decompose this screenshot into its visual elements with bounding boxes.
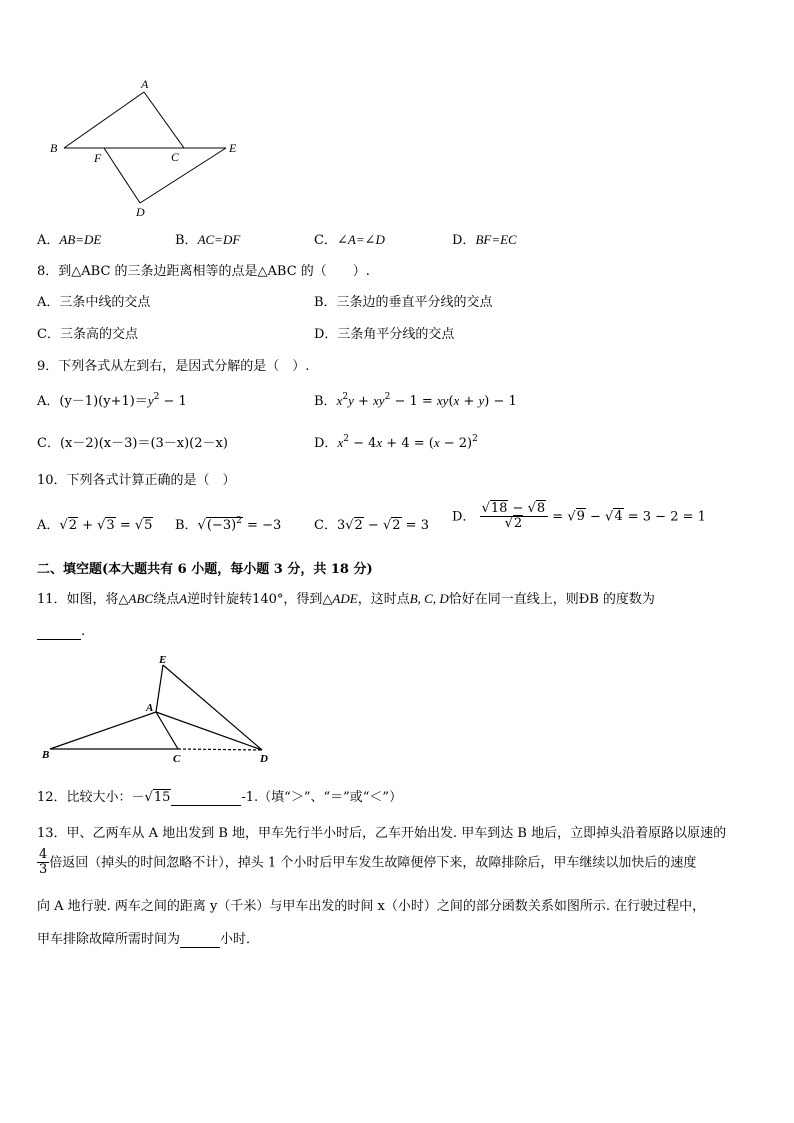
q10-option-c: C．3√2 − √2 = 3 <box>314 518 429 533</box>
q9-option-a: A．$(y-1)(y+1)=y^2 - 1$ <box>37 392 187 409</box>
point-label-e: E <box>229 141 237 155</box>
q7-option-d: D．BF=EC <box>452 232 517 248</box>
q11-stem: 11．如图，将△ABC绕点A逆时针旋转140°，得到△ADE，这时点B, C, D恰好在同一直线上，则ÐB 的度数为 <box>37 591 655 607</box>
point-label-a: A <box>141 77 149 91</box>
q9-option-b: B．$x^2y + xy^2 - 1 = xy(x + y) - 1$ <box>314 392 517 409</box>
q10-option-b: B．$√(-3)^2 = -3$ <box>175 516 282 533</box>
q13-line-3: 向 A 地行驶. 两车之间的距离 y（千米）与甲车出发的时间 x（小时）之间的部分函数关系如图所示. 在行驶过程中， <box>37 899 706 914</box>
q8-option-c: C．三条高的交点 <box>37 327 138 342</box>
section-heading-fill-in: 二、填空题(本大题共有 6 小题，每小题 3 分，共 18 分) <box>37 562 373 577</box>
q7-option-b: B．AC=DF <box>175 232 241 248</box>
q13-line-2: $\frac{4}{3}$ 倍返回（掉头的时间忽略不计），掉头 1 个小时后甲车发生故障便停下来，故障排除后，甲车继续以加快后的速度 <box>39 847 697 878</box>
q10-stem: 10．下列各式计算正确的是（ ） <box>37 473 236 488</box>
q7-option-a: A．AB=DE <box>37 232 102 248</box>
q13-line-4: 甲车排除故障所需时间为 小时． <box>37 932 260 947</box>
q8-option-b: B．三条边的垂直平分线的交点 <box>314 295 493 310</box>
q9-stem: 9．下列各式从左到右，是因式分解的是（ ）. <box>37 359 310 374</box>
q8-option-a: A．三条中线的交点 <box>37 295 151 310</box>
point-label-d: D <box>260 753 268 765</box>
q10-option-a: A．√2 + √3 = √5 <box>37 518 153 533</box>
q11-answer-blank: . <box>37 624 85 640</box>
q8-stem: 8．到△ABC 的三条边距离相等的点是△ABC 的（ ）. <box>37 264 370 279</box>
triangle-figure-q7 <box>40 72 250 222</box>
rotation-figure-q11 <box>38 655 278 765</box>
q9-option-c: C．(x－2)(x－3)＝(3－x)(2－x) <box>37 436 228 451</box>
q12-stem: 12．比较大小：－√15 -1.（填“＞”、“＝”或“＜”） <box>37 790 403 805</box>
q9-option-d: D．$x^2 - 4x + 4 = (x - 2)^2$ <box>314 434 478 451</box>
point-label-e: E <box>159 655 167 666</box>
point-label-c: C <box>173 753 181 765</box>
point-label-d: D <box>136 205 145 219</box>
point-label-b: B <box>50 141 58 155</box>
point-label-b: B <box>42 749 50 761</box>
point-label-c: C <box>171 150 180 164</box>
q13-line-1: 13．甲、乙两车从 A 地出发到 B 地，甲车先行半小时后，乙车开始出发. 甲车到达 B 地后，立即掉头沿着原路以原速的 <box>37 826 727 841</box>
q8-option-d: D．三条角平分线的交点 <box>314 327 455 342</box>
point-label-f: F <box>94 151 102 165</box>
q10-option-d: D． $\frac{√18 - √8}{√2}$ = √9 − √4 = 3 − 2 = 1 <box>452 501 706 532</box>
q7-option-c: C．∠A=∠D <box>314 232 385 248</box>
point-label-a: A <box>146 702 154 714</box>
